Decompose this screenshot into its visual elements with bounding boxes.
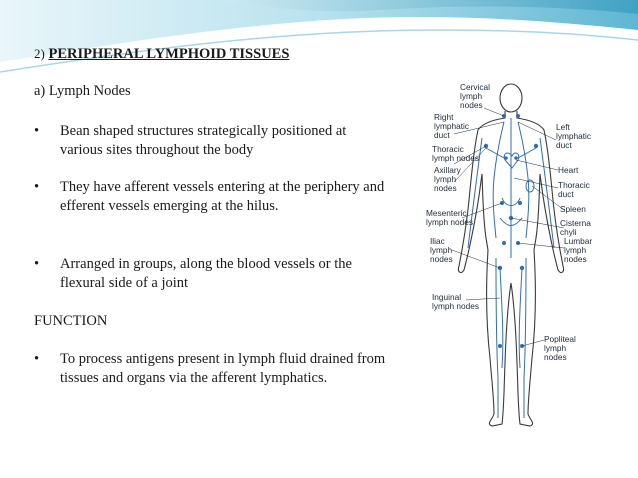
figure-label-text: lymph: [460, 91, 483, 101]
figure-label-text: duct: [558, 189, 574, 199]
figure-label-text: nodes: [460, 100, 483, 110]
figure-label-text: Mesenteric: [426, 208, 467, 218]
bullet-item: [34, 122, 390, 160]
figure-label: [564, 254, 587, 264]
figure-label-text: Iliac: [430, 236, 445, 246]
bullet-text: Arranged in groups, along the blood vessels or the flexural side of a joint: [60, 256, 352, 291]
figure-label-text: Right: [434, 112, 454, 122]
figure-label-text: Cisterna: [560, 218, 591, 228]
figure-label-text: nodes: [544, 352, 567, 362]
function-label: FUNCTION: [34, 313, 108, 329]
figure-label-text: lymphatic: [556, 131, 592, 141]
heading-text: PERIPHERAL LYMPHOID TISSUES: [48, 46, 290, 62]
figure-label: [426, 217, 473, 227]
figure-label-text: lymphatic: [434, 121, 470, 131]
figure-label: [556, 140, 572, 150]
content-text: [34, 44, 394, 386]
figure-label-text: Thoracic: [558, 180, 590, 190]
figure-label: [558, 165, 579, 175]
figure-label-text: nodes: [564, 254, 587, 264]
bullet-text: They have afferent vessels entering at the periphery and efferent vessels emerging at the hilus.: [60, 179, 385, 214]
figure-label-text: Heart: [558, 165, 579, 175]
figure-label: [430, 254, 453, 264]
figure-label-text: Cervical: [460, 82, 490, 92]
figure-label-text: lymph: [564, 245, 587, 255]
figure-label-text: Inguinal: [432, 292, 462, 302]
bullet-item: [34, 178, 390, 216]
figure-label-text: lymph nodes: [432, 301, 480, 311]
figure-label-text: Popliteal: [544, 334, 576, 344]
bullet-text: Bean shaped structures strategically positioned at various sites throughout the body: [60, 123, 347, 158]
figure-label-text: duct: [556, 140, 572, 150]
figure-label-text: lymph nodes: [426, 217, 474, 227]
figure-label: [558, 189, 574, 199]
figure-label-text: lymph: [430, 245, 453, 255]
figure-label: [434, 130, 450, 140]
figure-label-text: lymph: [544, 343, 567, 353]
heading-number: 2): [34, 46, 45, 61]
bullet-dot: •: [34, 179, 40, 195]
figure-label-text: lymph nodes: [432, 153, 480, 163]
figure-label-text: Axillary: [434, 165, 461, 175]
slide-heading: [34, 44, 394, 64]
subheading: a) Lymph Nodes: [34, 83, 131, 99]
figure-label-text: duct: [434, 130, 450, 140]
figure-label-text: lymph: [434, 174, 457, 184]
bullet-dot: •: [34, 123, 40, 139]
figure-label-text: Spleen: [560, 204, 586, 214]
figure-label-text: Left: [556, 122, 570, 132]
figure-label: [432, 153, 479, 163]
bullet-dot: •: [34, 256, 40, 272]
function-bullet: [34, 350, 390, 388]
bullet-item: [34, 255, 390, 293]
figure-label-text: nodes: [434, 183, 457, 193]
figure-label-text: Thoracic: [432, 144, 464, 154]
figure-label-text: chyli: [560, 227, 577, 237]
lymphatic-system-figure: [416, 78, 604, 436]
bullet-text: To process antigens present in lymph fluid drained from tissues and organs via the afferent lymphatics.: [60, 351, 386, 386]
figure-label-text: nodes: [430, 254, 453, 264]
bullet-dot: •: [34, 351, 40, 367]
figure-label: [434, 183, 457, 193]
figure-label: [544, 352, 567, 362]
figure-label: [560, 204, 586, 214]
figure-label: [460, 100, 483, 110]
figure-label: [432, 301, 479, 311]
figure-label-text: Lumbar: [564, 236, 593, 246]
header-banner: [0, 0, 638, 80]
